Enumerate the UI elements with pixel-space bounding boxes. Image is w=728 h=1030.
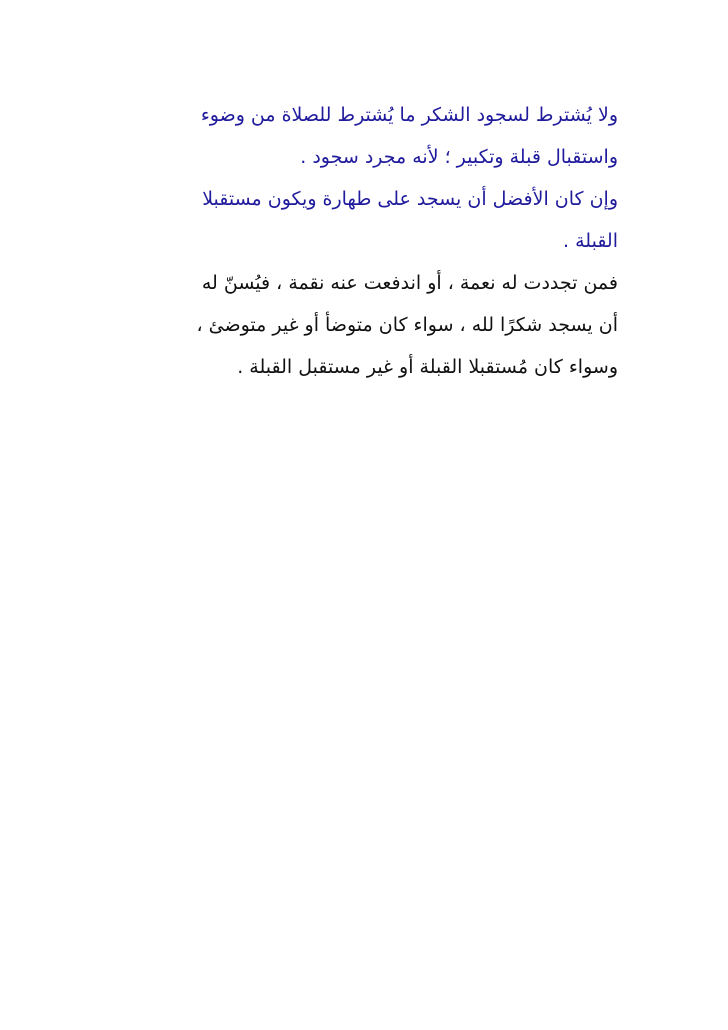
paragraph-line-2: واستقبال قبلة وتكبير ؛ لأنه مجرد سجود .: [300, 146, 618, 168]
paragraph-line-4: القبلة .: [563, 230, 618, 252]
paragraph-line-1: ولا يُشترط لسجود الشكر ما يُشترط للصلاة من وضوء: [200, 104, 618, 126]
paragraph-line-5: فمن تجددت له نعمة ، أو اندفعت عنه نقمة ، فيُسنّ له: [201, 272, 618, 294]
paragraph-line-6: أن يسجد شكرًا لله ، سواء كان متوضأ أو غير متوضئ ،: [196, 314, 618, 336]
paragraph-line-3: وإن كان الأفضل أن يسجد على طهارة ويكون مستقبلا: [202, 188, 618, 210]
paragraph-line-7: وسواء كان مُستقبلا القبلة أو غير مستقبل القبلة .: [237, 356, 618, 378]
